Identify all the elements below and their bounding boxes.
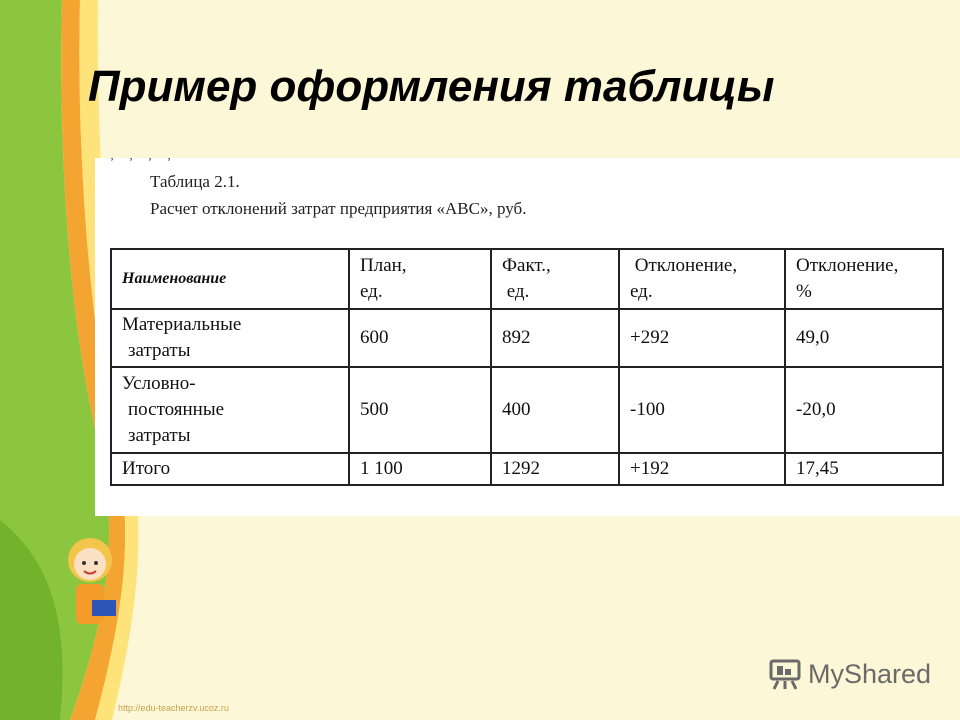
row-plan: 500 <box>349 367 491 453</box>
presentation-board-icon <box>768 657 802 691</box>
row-deviation-pct: 17,45 <box>785 453 943 485</box>
source-url[interactable]: http://edu-teacherzv.ucoz.ru <box>118 703 229 713</box>
row-fact: 400 <box>491 367 619 453</box>
header-deviation-abs: Отклонение, ед. <box>619 249 785 309</box>
table-row-total <box>111 453 943 485</box>
row-fact: 1292 <box>491 453 619 485</box>
table-number-caption: Таблица 2.1. <box>150 172 240 191</box>
myshared-logo-text: MyShared <box>808 658 932 689</box>
table-row <box>111 367 943 453</box>
row-fact: 892 <box>491 309 619 367</box>
header-deviation-pct: Отклонение, % <box>785 249 943 309</box>
row-deviation-abs: +192 <box>619 453 785 485</box>
row-name: Материальные затраты <box>111 309 349 367</box>
row-deviation-abs: +292 <box>619 309 785 367</box>
row-deviation-pct: -20,0 <box>785 367 943 453</box>
header-fact: Факт., ед. <box>491 249 619 309</box>
slide-title: Пример оформления таблицы <box>88 62 775 111</box>
row-plan: 600 <box>349 309 491 367</box>
header-plan: План, ед. <box>349 249 491 309</box>
row-plan: 1 100 <box>349 453 491 485</box>
row-name: Условно- постоянные затраты <box>111 367 349 453</box>
girl-with-book-illustration <box>50 530 130 640</box>
header-name: Наименование <box>111 249 349 309</box>
row-deviation-abs: -100 <box>619 367 785 453</box>
table-header-row <box>111 249 943 309</box>
table-title-caption: Расчет отклонений затрат предприятия «АВС», руб. <box>150 199 527 218</box>
deviation-table <box>110 248 944 486</box>
row-deviation-pct: 49,0 <box>785 309 943 367</box>
myshared-logo[interactable] <box>768 657 931 691</box>
document-top-edge-fragment: ‚ ‚ ‚ ‚ <box>110 150 177 162</box>
table-row <box>111 309 943 367</box>
row-name: Итого <box>111 453 349 485</box>
